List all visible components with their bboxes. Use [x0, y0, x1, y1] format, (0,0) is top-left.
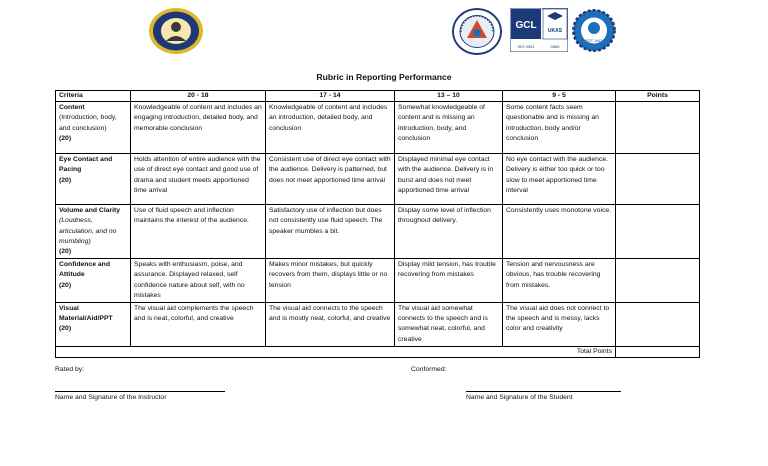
- total-label: Total Points: [576, 347, 612, 355]
- rubric-cell: Satisfactory use of inflection but does not consistently use fluid speech. The speaker mumbles a bit.: [266, 205, 395, 259]
- rubric-row: [56, 154, 700, 205]
- criteria-cell: [56, 259, 131, 303]
- points-cell: [616, 303, 700, 347]
- criteria-cell: [56, 154, 131, 205]
- criteria-description: (Introduction, body, and conclusion): [59, 114, 117, 132]
- rubric-cell: The visual aid somewhat connects to the speech and is somewhat neat, colorful, and creative: [395, 303, 503, 347]
- rubric-row: [56, 303, 700, 347]
- criteria-name: Volume and Clarity: [59, 207, 121, 215]
- document-title: Rubric in Reporting Performance: [316, 72, 452, 82]
- header-17-14: 17 - 14: [266, 91, 395, 102]
- rubric-cell: No eye contact with the audience. Delivery is either too quick or too slow to meet apportioned time interval: [503, 154, 616, 205]
- total-row: [56, 346, 700, 357]
- gcl-text: GCL: [515, 20, 537, 31]
- rubric-cell: The visual aid connects to the speech and is mostly neat, colorful, and creative: [266, 303, 395, 347]
- rubric-cell: Tension and nervousness are obvious, has trouble recovering from mistakes.: [503, 259, 616, 303]
- student-signature-caption: Name and Signature of the Student: [466, 394, 573, 401]
- points-cell: [616, 102, 700, 154]
- rated-by-label: Rated by:: [55, 366, 85, 373]
- rubric-cell: Displayed minimal eye contact with the audience. Delivery is in burst and does not meet apportioned time arrival: [395, 154, 503, 205]
- criteria-cell: [56, 102, 131, 154]
- rubric-cell: Speaks with enthusiasm, poise, and assurance. Displayed relaxed, self confidence nature about self, with no mistakes: [131, 259, 266, 303]
- criteria-points: (20): [59, 248, 72, 256]
- iso-left-text: ISO 9001: [517, 44, 535, 49]
- criteria-cell: [56, 205, 131, 259]
- rubric-cell: The visual aid complements the speech and is neat, colorful, and creative: [131, 303, 266, 347]
- conformed-label: Conformed:: [411, 366, 447, 373]
- rubric-cell: Somewhat knowledgeable of content and is missing an introduction, body, and conclusion: [395, 102, 503, 154]
- header-9-5: 9 - 5: [503, 91, 616, 102]
- criteria-cell: [56, 303, 131, 347]
- rubric-cell: Consistently uses monotone voice.: [503, 205, 616, 259]
- university-seal-logo: [148, 7, 204, 55]
- header-points: Points: [616, 91, 700, 102]
- criteria-description: (Loudness, articulation, and no mumbling): [59, 217, 117, 245]
- rubric-cell: Consistent use of direct eye contact with the audience. Delivery is patterned, but does not meet apportioned time arrival: [266, 154, 395, 205]
- criteria-name: Confidence and Attitude: [59, 261, 110, 279]
- rubric-row: [56, 102, 700, 154]
- rubric-table: [55, 90, 700, 358]
- criteria-points: (20): [59, 325, 72, 333]
- rubric-cell: Knowledgeable of content and includes an engaging introduction, detailed body, and memorable conclusion: [131, 102, 266, 154]
- rubric-cell: Some content facts seem questionable and is missing an introduction, body and/or conclusion: [503, 102, 616, 154]
- iso-right-text: 0565: [550, 44, 560, 49]
- gcl-certification-logo: [510, 8, 568, 52]
- header-13-10: 13 – 10: [395, 91, 503, 102]
- ukas-text: UKAS: [547, 28, 563, 34]
- criteria-points: (20): [59, 176, 72, 184]
- rubric-cell: Display mild tension, has trouble recovering from mistakes: [395, 259, 503, 303]
- rubric-cell: Display some level of inflection throughout delivery.: [395, 205, 503, 259]
- criteria-name: Eye Contact and Pacing: [59, 156, 113, 174]
- rubric-cell: Use of fluid speech and inflection maintains the interest of the audience.: [131, 205, 266, 259]
- total-label-cell: [56, 346, 616, 357]
- header-row: [56, 91, 700, 102]
- seal-right-text: EST 1947: [586, 39, 602, 43]
- criteria-points: (20): [59, 134, 72, 142]
- points-cell: [616, 205, 700, 259]
- instructor-signature-line: [55, 391, 225, 392]
- criteria-name: Visual Material/Aid/PPT: [59, 305, 113, 323]
- student-signature-line: [466, 391, 621, 392]
- rubric-row: [56, 259, 700, 303]
- points-cell: [616, 154, 700, 205]
- instructor-signature-caption: Name and Signature of the Instructor: [55, 394, 167, 401]
- rubric-cell: Holds attention of entire audience with the use of direct eye contact and good use of drama and student meets apportioned time arrival: [131, 154, 266, 205]
- criteria-points: (20): [59, 281, 72, 289]
- header-criteria: Criteria: [56, 91, 131, 102]
- gear-seal-logo: [572, 9, 616, 52]
- header-20-18: 20 - 18: [131, 91, 266, 102]
- college-seal-logo: [452, 8, 502, 55]
- rubric-cell: Knowledgeable of content and includes an introduction, detailed body, and conclusion: [266, 102, 395, 154]
- rubric-cell: The visual aid does not connect to the speech and is messy, lacks color and creativity: [503, 303, 616, 347]
- rubric-cell: Makes minor mistakes, but quickly recovers from them, displays little or no tension: [266, 259, 395, 303]
- rubric-row: [56, 205, 700, 259]
- points-cell: [616, 259, 700, 303]
- total-points-cell: [616, 346, 700, 357]
- criteria-name: Content: [59, 104, 85, 112]
